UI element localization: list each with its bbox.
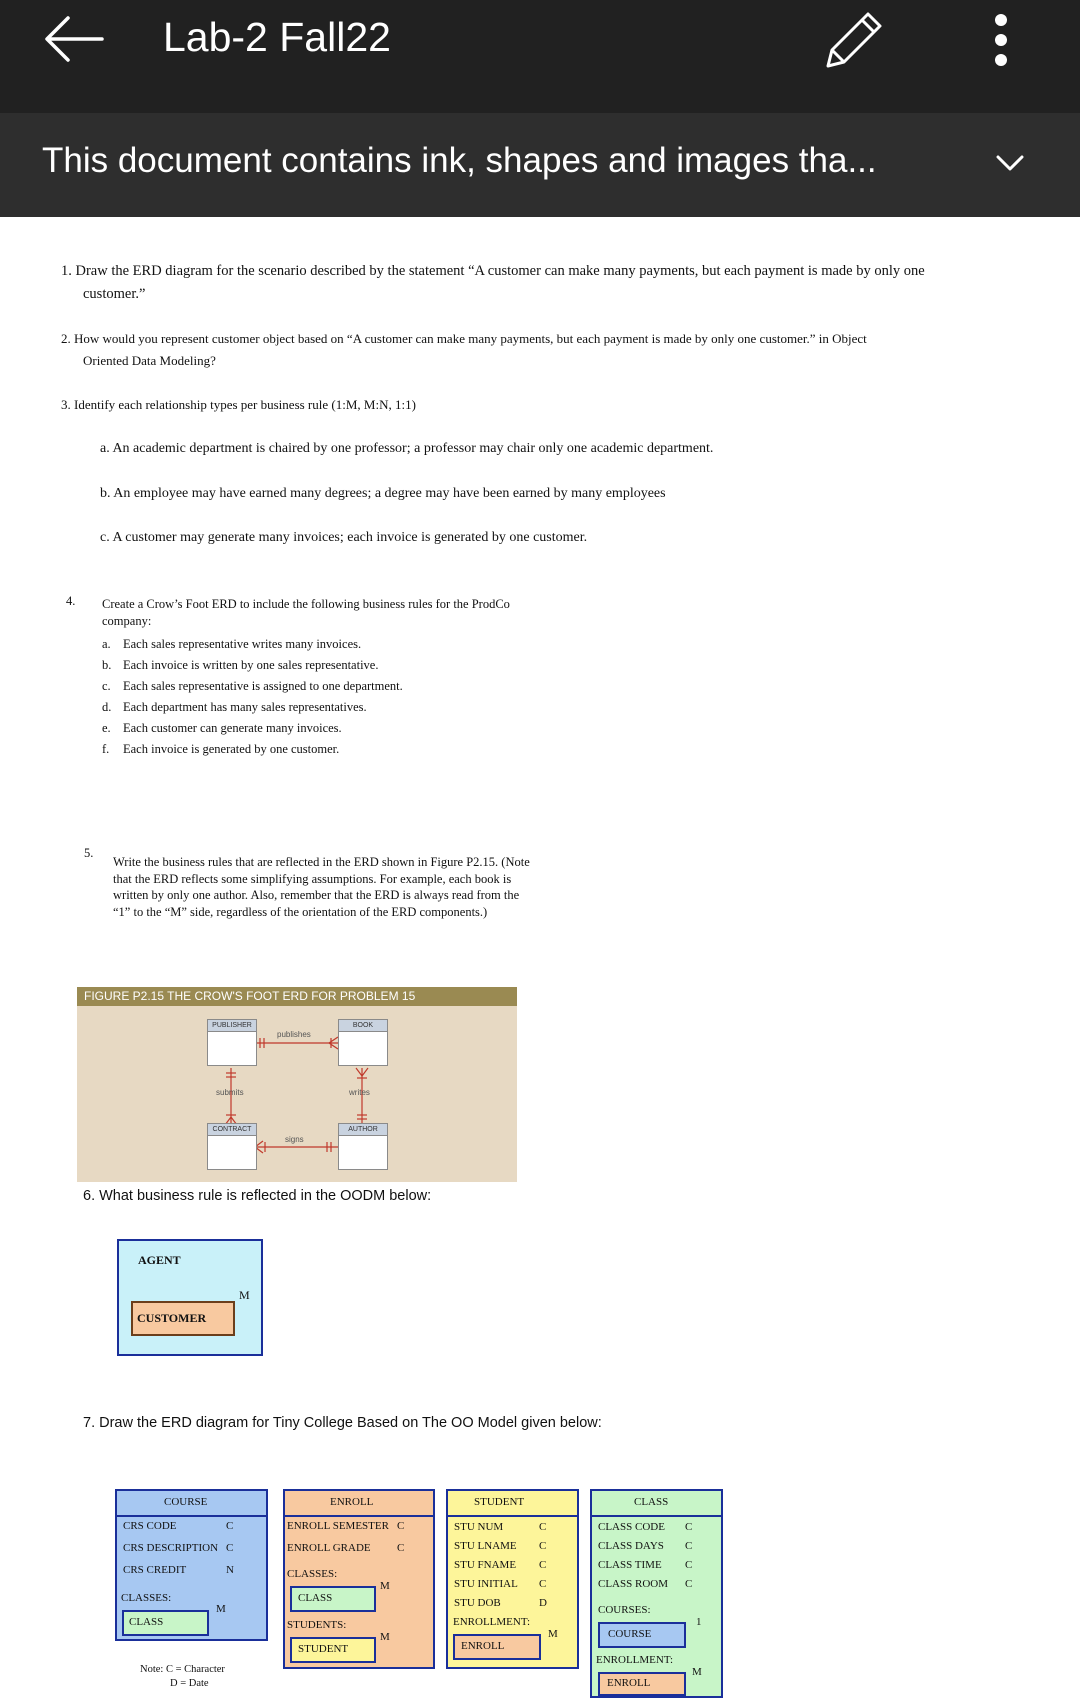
- class-enroll-ref: [598, 1672, 686, 1696]
- class-field-name: CLASS DAYS: [598, 1540, 664, 1552]
- rule-item: d. Each department has many sales representatives.: [102, 700, 367, 714]
- entity-book: BOOK: [338, 1019, 388, 1066]
- class-course-ref: [598, 1622, 686, 1648]
- question-3b: b. An employee may have earned many degrees; a degree may have been earned by many employees: [100, 486, 666, 501]
- erd-connectors: [77, 987, 517, 1182]
- question-4-rules: [102, 634, 403, 760]
- figure-p2-15: [77, 987, 517, 1182]
- question-3: 3. Identify each relationship types per business rule (1:M, M:N, 1:1): [61, 397, 416, 412]
- question-5-line-3: written by only one author. Also, remember that the ERD is always read from the: [113, 888, 520, 902]
- note-line-2: D = Date: [170, 1678, 209, 1689]
- entity-contract: CONTRACT: [207, 1123, 257, 1170]
- course-class-ref: [122, 1610, 209, 1636]
- question-1-line-1: 1. Draw the ERD diagram for the scenario described by the statement “A customer can make many payments, but each payment is made by only one: [61, 263, 925, 279]
- question-6: 6. What business rule is reflected in the OODM below:: [83, 1188, 432, 1204]
- enroll-students-multiplicity: M: [380, 1631, 390, 1643]
- student-enroll-ref: [453, 1634, 541, 1660]
- figure-title: FIGURE P2.15 THE CROW'S FOOT ERD FOR PROBLEM 15: [77, 987, 517, 1006]
- course-title: COURSE: [164, 1496, 208, 1508]
- student-multiplicity: M: [548, 1628, 558, 1640]
- relation-publishes: publishes: [277, 1030, 311, 1039]
- question-5-line-1: Write the business rules that are reflected in the ERD shown in Figure P2.15. (Note: [113, 855, 530, 869]
- question-3c: c. A customer may generate many invoices; each invoice is generated by one customer.: [100, 530, 588, 545]
- rule-item: a. Each sales representative writes many invoices.: [102, 637, 362, 651]
- course-field-name: CRS CREDIT: [123, 1564, 187, 1576]
- student-field-name: STU NUM: [454, 1521, 504, 1533]
- enroll-class-ref: [290, 1586, 376, 1612]
- enroll-student-ref: [290, 1637, 376, 1663]
- student-field-name: STU DOB: [454, 1597, 501, 1609]
- class-field-type: C: [685, 1578, 693, 1590]
- more-options-icon[interactable]: [990, 12, 1012, 68]
- app-bar: [0, 0, 1080, 113]
- student-title: STUDENT: [474, 1496, 525, 1508]
- relation-writes: writes: [349, 1088, 370, 1097]
- document-title: Lab-2 Fall22: [163, 14, 391, 60]
- agent-multiplicity: M: [239, 1288, 250, 1302]
- student-field-type: C: [539, 1578, 547, 1590]
- question-5-text: [113, 854, 530, 920]
- class-field-name: CLASS CODE: [598, 1521, 665, 1533]
- class-course-ref-label: COURSE: [608, 1628, 652, 1640]
- notice-banner[interactable]: [0, 113, 1080, 217]
- student-section-label: ENROLLMENT:: [453, 1616, 531, 1628]
- note-line-1: Note: C = Character: [140, 1664, 225, 1675]
- enroll-field-name: ENROLL SEMESTER: [287, 1520, 389, 1532]
- class-field-name: CLASS ROOM: [598, 1578, 668, 1590]
- agent-label: AGENT: [138, 1253, 181, 1267]
- course-field-type: C: [226, 1542, 234, 1554]
- relation-signs: signs: [285, 1135, 304, 1144]
- question-4-number: 4.: [66, 594, 76, 608]
- entity-publisher: PUBLISHER: [207, 1019, 257, 1066]
- banner-text: This document contains ink, shapes and images tha...: [42, 141, 877, 180]
- enroll-object: [283, 1489, 435, 1669]
- customer-object: [131, 1301, 235, 1336]
- student-field-type: D: [539, 1597, 547, 1609]
- enroll-student-ref-label: STUDENT: [298, 1643, 349, 1655]
- agent-object: [117, 1239, 263, 1356]
- student-field-name: STU INITIAL: [454, 1578, 518, 1590]
- type-legend-note: [140, 1663, 225, 1691]
- class-field-type: C: [685, 1559, 693, 1571]
- question-3a: a. An academic department is chaired by one professor; a professor may chair only one academic department.: [100, 441, 714, 456]
- back-arrow-icon[interactable]: [42, 14, 106, 64]
- class-field-type: C: [685, 1540, 693, 1552]
- course-field-name: CRS CODE: [123, 1520, 177, 1532]
- customer-label: CUSTOMER: [137, 1311, 207, 1325]
- question-5-line-4: “1” to the “M” side, regardless of the orientation of the ERD components.): [113, 904, 488, 919]
- question-5-number: 5.: [84, 846, 94, 860]
- course-section-label: CLASSES:: [121, 1592, 172, 1604]
- pencil-icon[interactable]: [822, 10, 884, 72]
- enroll-field-type: C: [397, 1542, 405, 1554]
- class-enroll-ref-label: ENROLL: [607, 1677, 651, 1689]
- student-object: [446, 1489, 579, 1669]
- course-class-ref-label: CLASS: [129, 1616, 164, 1628]
- enroll-field-name: ENROLL GRADE: [287, 1542, 371, 1554]
- question-4-line-2: company:: [102, 614, 152, 628]
- question-5-line-2: that the ERD reflects some simplifying assumptions. For example, each book is: [113, 871, 512, 886]
- class-object: [590, 1489, 723, 1698]
- entity-author: AUTHOR: [338, 1123, 388, 1170]
- student-field-name: STU FNAME: [454, 1559, 517, 1571]
- rule-item: f. Each invoice is generated by one customer.: [102, 742, 340, 756]
- enroll-section-classes: CLASSES:: [287, 1568, 338, 1580]
- student-field-name: STU LNAME: [454, 1540, 517, 1552]
- enroll-classes-multiplicity: M: [380, 1580, 390, 1592]
- enroll-section-students: STUDENTS:: [287, 1619, 347, 1631]
- class-field-type: C: [685, 1521, 693, 1533]
- rule-item: c. Each sales representative is assigned to one department.: [102, 679, 403, 693]
- course-object: [115, 1489, 268, 1641]
- enroll-class-ref-label: CLASS: [298, 1592, 333, 1604]
- class-title: CLASS: [634, 1496, 669, 1508]
- enroll-title: ENROLL: [330, 1496, 374, 1508]
- student-enroll-ref-label: ENROLL: [461, 1640, 505, 1652]
- class-section-enrollment: ENROLLMENT:: [596, 1654, 674, 1666]
- rule-item: e. Each customer can generate many invoices.: [102, 721, 342, 735]
- enroll-field-type: C: [397, 1520, 405, 1532]
- class-enrollment-multiplicity: M: [692, 1666, 702, 1678]
- class-field-name: CLASS TIME: [598, 1559, 662, 1571]
- student-field-type: C: [539, 1540, 547, 1552]
- chevron-down-icon[interactable]: [995, 153, 1025, 175]
- question-1-line-2: customer.”: [83, 286, 146, 302]
- question-4-line-1: Create a Crow’s Foot ERD to include the following business rules for the ProdCo: [102, 597, 510, 611]
- student-field-type: C: [539, 1559, 547, 1571]
- relation-submits: submits: [216, 1088, 244, 1097]
- question-7: 7. Draw the ERD diagram for Tiny College Based on The OO Model given below:: [83, 1415, 602, 1431]
- student-field-type: C: [539, 1521, 547, 1533]
- course-field-type: C: [226, 1520, 234, 1532]
- class-courses-multiplicity: 1: [696, 1616, 702, 1628]
- question-2-line-1: 2. How would you represent customer object based on “A customer can make many payments, but each payment is made by only one customer.” in Object: [61, 331, 867, 346]
- course-multiplicity: M: [216, 1603, 226, 1615]
- class-section-courses: COURSES:: [598, 1604, 651, 1616]
- rule-item: b. Each invoice is written by one sales representative.: [102, 658, 379, 672]
- course-field-name: CRS DESCRIPTION: [123, 1542, 219, 1554]
- course-field-type: N: [226, 1564, 234, 1576]
- question-2-line-2: Oriented Data Modeling?: [83, 353, 216, 368]
